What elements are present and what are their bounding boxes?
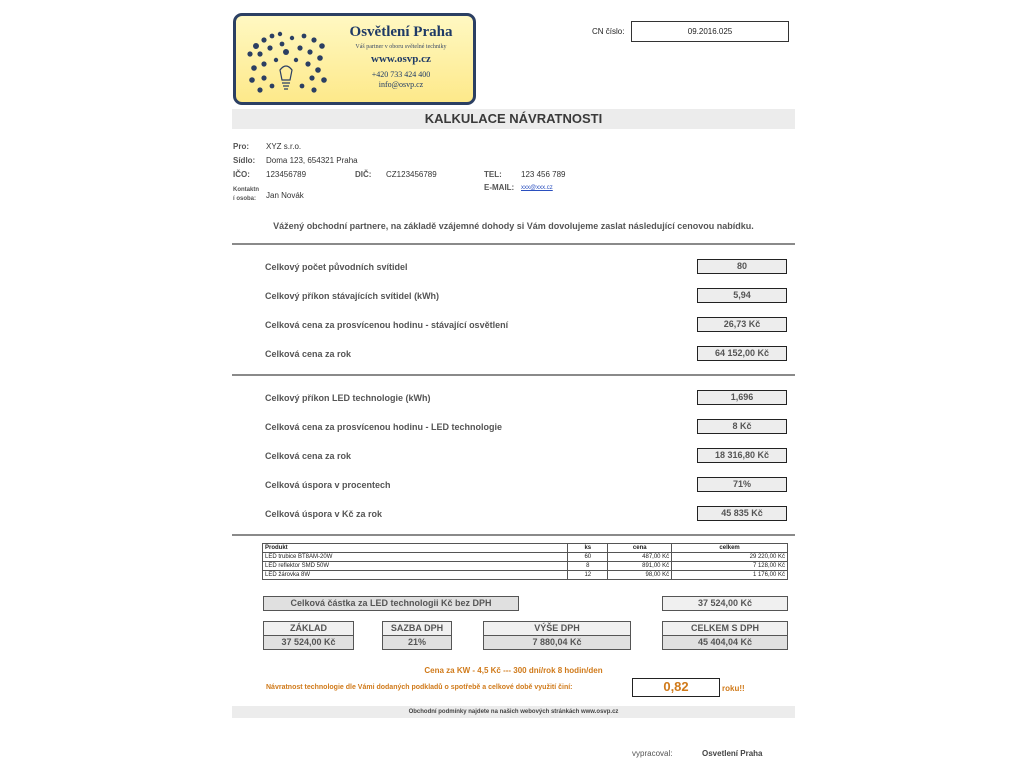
logo-email: info@osvp.cz	[378, 80, 424, 89]
table-row	[263, 562, 788, 571]
logo-subtitle: Váš partner v oboru světelné techniky	[355, 44, 447, 50]
greeting-text: Vážený obchodní partnere, na základě vzájemné dohody si Vám dovolujeme zaslat následující cenovou nabídku.	[273, 221, 754, 231]
signature-label: vypracoval:	[632, 749, 673, 758]
logo-website: www.osvp.cz	[371, 53, 431, 65]
current-row-value: 5,94	[697, 288, 787, 303]
payback-label: Návratnost technologie dle Vámi dodaných podkladů o spotřebě a celkové době využití činí:	[266, 684, 573, 691]
led-row-value: 45 835 Kč	[697, 506, 787, 521]
column-header: Produkt	[263, 544, 568, 553]
led-row-value: 71%	[697, 477, 787, 492]
zaklad-label: ZÁKLAD	[263, 621, 354, 636]
price-note: Cena za KW - 4,5 Kč --- 300 dní/rok 8 hodin/den	[424, 666, 603, 675]
led-row-label: Celkový příkon LED technologie (kWh)	[265, 393, 431, 403]
contact-value: Jan Novák	[266, 191, 304, 200]
contact-label-1: Kontaktn	[233, 187, 259, 193]
zaklad-value: 37 524,00 Kč	[263, 635, 354, 650]
divider	[232, 243, 795, 245]
column-header: celkem	[672, 544, 788, 553]
column-header: cena	[608, 544, 672, 553]
celkem-value: 45 404,04 Kč	[662, 635, 788, 650]
table-cell: 60	[568, 553, 608, 562]
sazba-label: SAZBA DPH	[382, 621, 452, 636]
table-cell: 1 176,00 Kč	[672, 571, 788, 580]
dic-label: DIČ:	[355, 170, 372, 179]
terms-footer: Obchodní podmínky najdete na našich webových stránkách www.osvp.cz	[232, 706, 795, 718]
table-cell: 12	[568, 571, 608, 580]
total-value: 37 524,00 Kč	[662, 596, 788, 611]
divider	[232, 534, 795, 536]
table-cell: 8	[568, 562, 608, 571]
led-row-label: Celková úspora v procentech	[265, 480, 391, 490]
payback-value: 0,82	[632, 678, 720, 697]
ico-label: IČO:	[233, 170, 250, 179]
table-cell: LED žárovka 8W	[263, 571, 568, 580]
table-cell: 29 220,00 Kč	[672, 553, 788, 562]
current-row-label: Celková cena za prosvícenou hodinu - stávající osvětlení	[265, 320, 509, 330]
document-title: KALKULACE NÁVRATNOSTI	[232, 109, 795, 129]
logo-phone: +420 733 424 400	[371, 70, 431, 79]
logo-title: Osvětlení Praha	[349, 24, 453, 40]
company-logo	[233, 13, 476, 105]
current-row-label: Celková cena za rok	[265, 349, 352, 359]
total-label: Celková částka za LED technologii Kč bez DPH	[263, 596, 519, 611]
current-row-value: 64 152,00 Kč	[697, 346, 787, 361]
sidlo-value: Doma 123, 654321 Praha	[266, 156, 358, 165]
tel-value: 123 456 789	[521, 170, 566, 179]
table-header-row	[263, 544, 788, 553]
table-cell: 98,00 Kč	[608, 571, 672, 580]
current-row-value: 80	[697, 259, 787, 274]
light-dots-icon	[242, 24, 334, 102]
column-header: ks	[568, 544, 608, 553]
pro-label: Pro:	[233, 142, 249, 151]
led-row-value: 18 316,80 Kč	[697, 448, 787, 463]
ico-value: 123456789	[266, 170, 307, 179]
vyse-label: VÝŠE DPH	[483, 621, 631, 636]
current-row-label: Celkový počet původních svítidel	[265, 262, 408, 272]
table-cell: 891,00 Kč	[608, 562, 672, 571]
table-cell: 487,00 Kč	[608, 553, 672, 562]
table-cell: LED trubice BT8AM-20W	[263, 553, 568, 562]
email-link[interactable]: xxx@xxx.cz	[521, 185, 553, 191]
celkem-label: CELKEM S DPH	[662, 621, 788, 636]
dic-value: CZ123456789	[386, 170, 437, 179]
sidlo-label: Sídlo:	[233, 156, 256, 165]
table-cell: LED reflektor SMD 50W	[263, 562, 568, 571]
vyse-value: 7 880,04 Kč	[483, 635, 631, 650]
current-row-value: 26,73 Kč	[697, 317, 787, 332]
led-row-value: 8 Kč	[697, 419, 787, 434]
divider	[232, 374, 795, 376]
current-row-label: Celkový příkon stávajících svítidel (kWh)	[265, 291, 440, 301]
products-table	[262, 543, 788, 580]
sazba-value: 21%	[382, 635, 452, 650]
signature-value: Osvetlení Praha	[702, 749, 763, 758]
payback-unit: roku!!	[722, 684, 745, 693]
led-row-label: Celková úspora v Kč za rok	[265, 509, 383, 519]
cn-label: CN číslo:	[592, 27, 625, 36]
cn-value: 09.2016.025	[631, 21, 789, 42]
table-row	[263, 553, 788, 562]
led-row-value: 1,696	[697, 390, 787, 405]
email-label: E-MAIL:	[484, 183, 515, 192]
table-cell: 7 128,00 Kč	[672, 562, 788, 571]
led-row-label: Celková cena za prosvícenou hodinu - LED technologie	[265, 422, 503, 432]
table-row	[263, 571, 788, 580]
contact-label-2: í osoba:	[233, 196, 257, 202]
tel-label: TEL:	[484, 170, 502, 179]
led-row-label: Celková cena za rok	[265, 451, 352, 461]
pro-value: XYZ s.r.o.	[266, 142, 302, 151]
